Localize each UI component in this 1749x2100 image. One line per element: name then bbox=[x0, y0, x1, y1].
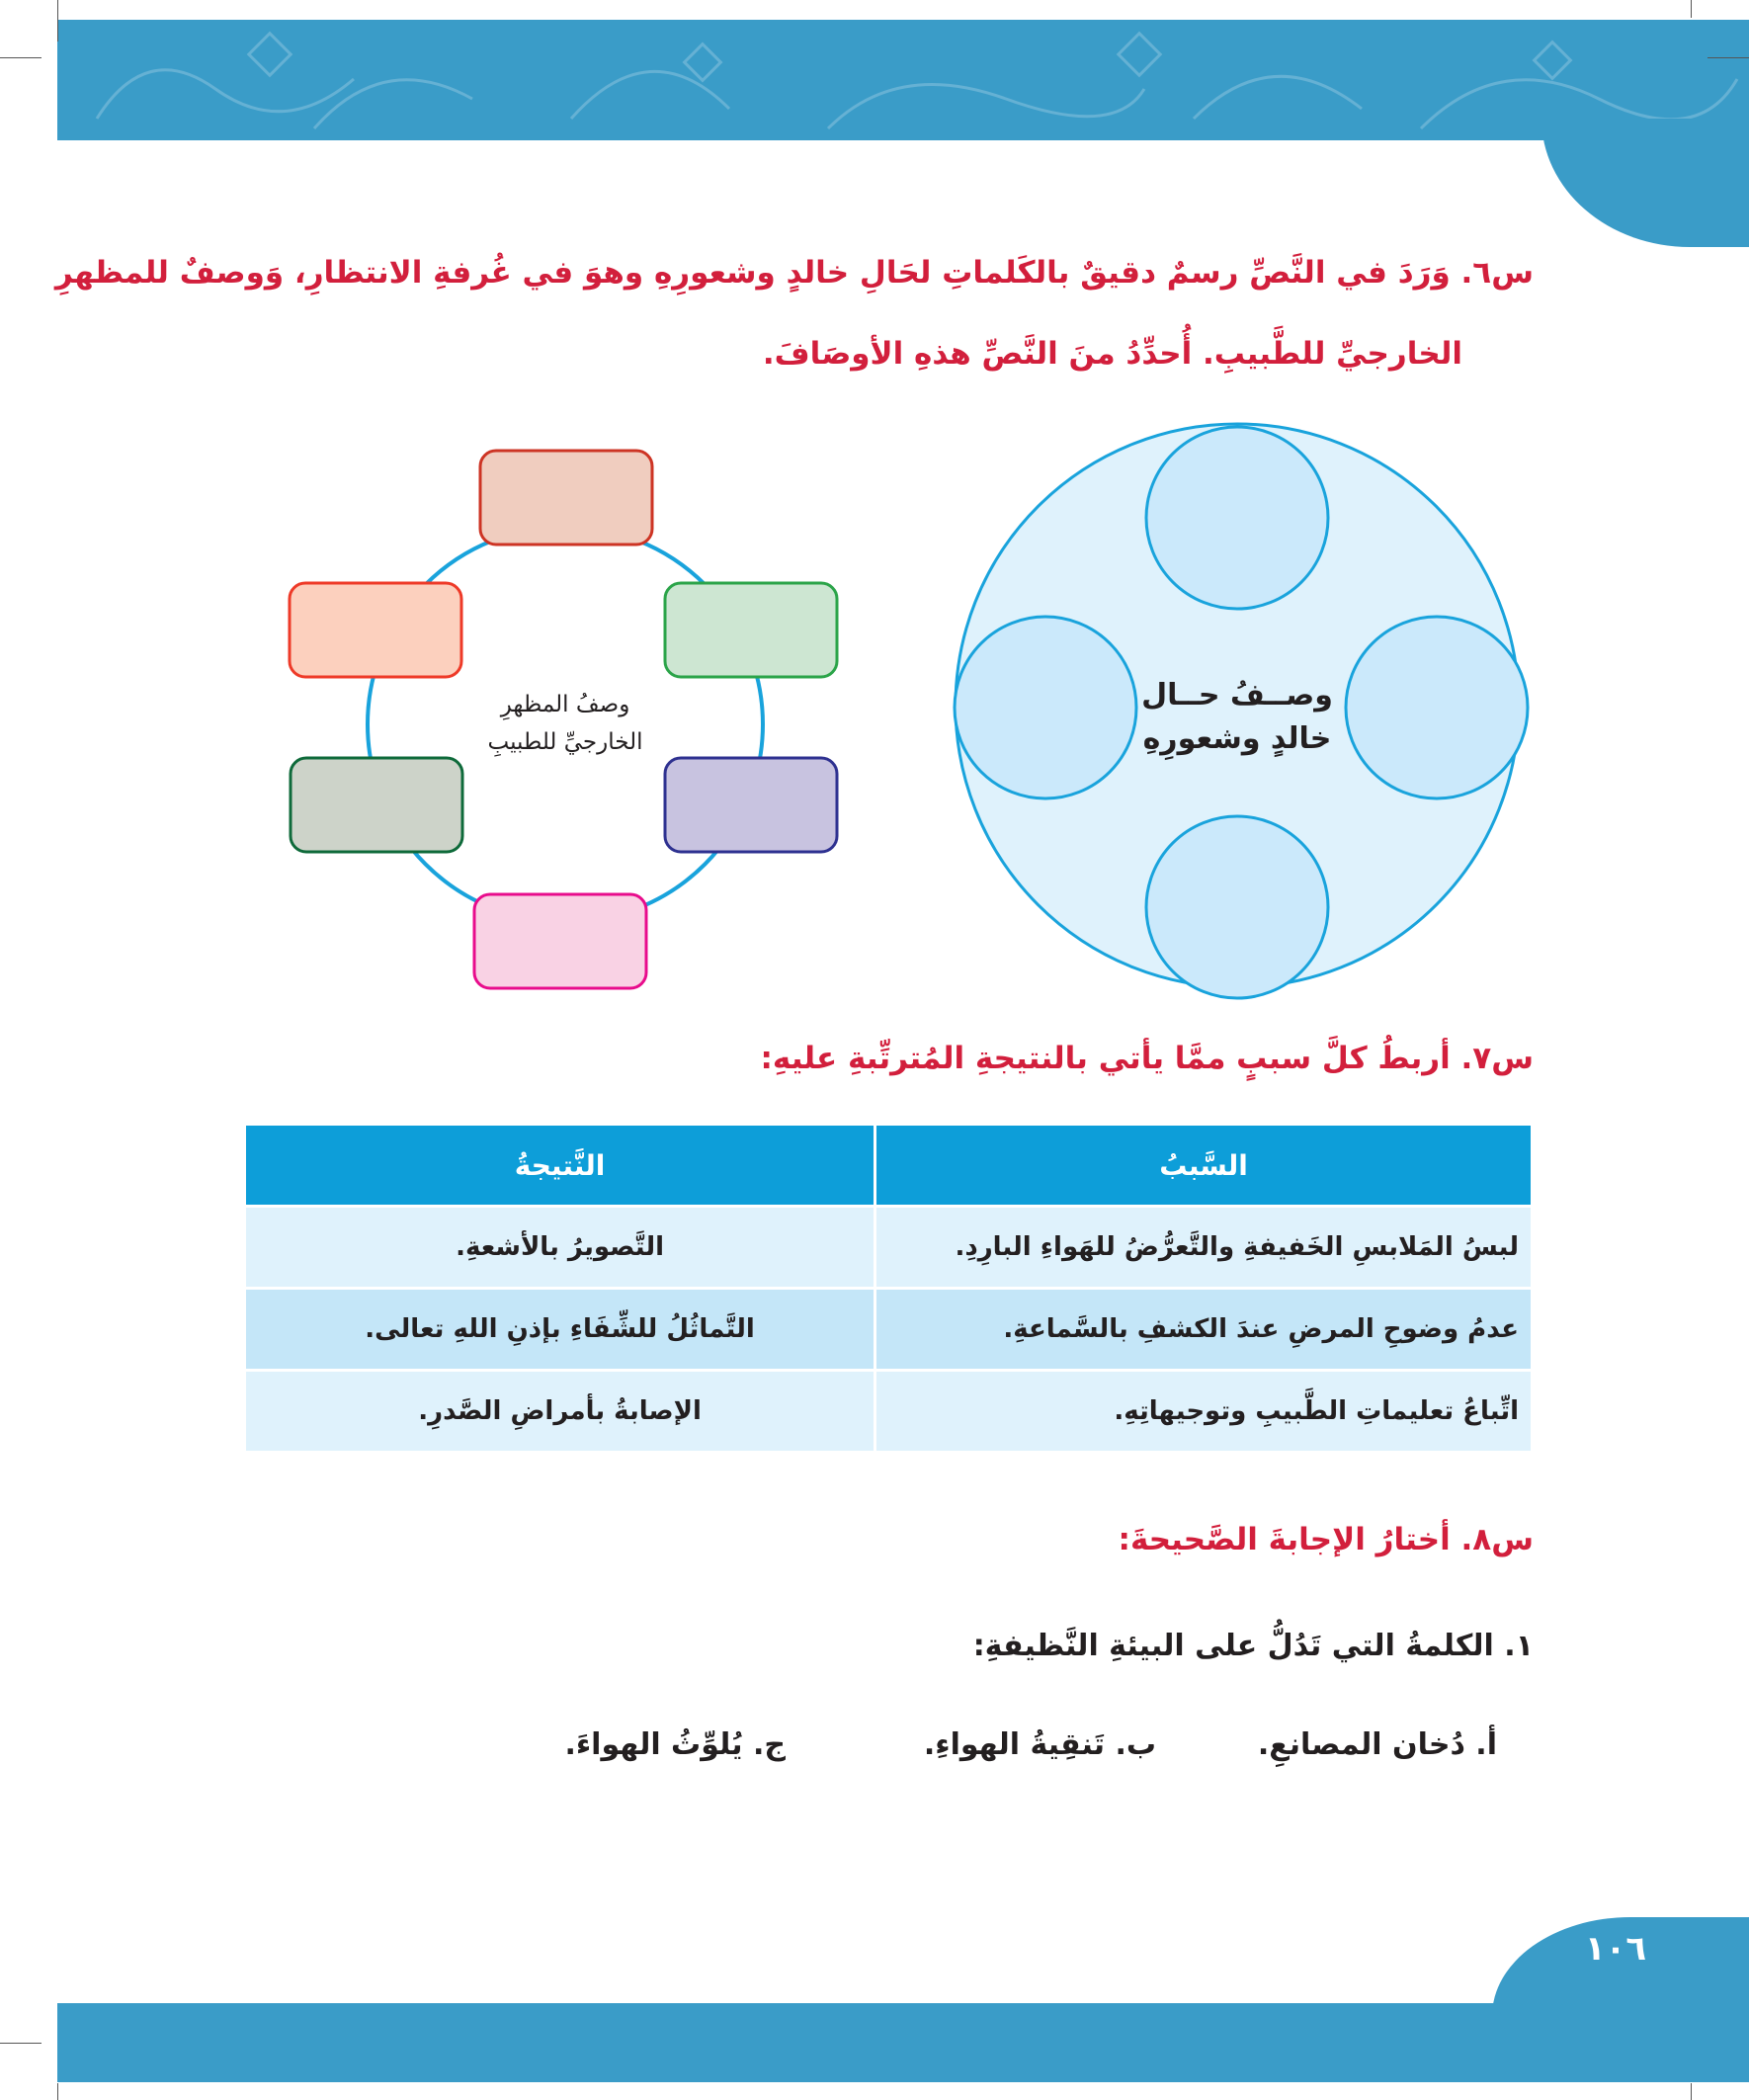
table-row bbox=[246, 1372, 1531, 1451]
table-header-row bbox=[246, 1126, 1531, 1205]
result-cell[interactable]: الإصابةُ بأمراضِ الصَّدرِ. bbox=[246, 1372, 874, 1451]
table-row bbox=[246, 1290, 1531, 1369]
cause-cell[interactable]: عدمُ وضوحِ المرضِ عندَ الكشفِ بالسَّماعةِ. bbox=[876, 1290, 1531, 1369]
doctor-box-upper-right[interactable] bbox=[665, 583, 837, 677]
table-row bbox=[246, 1208, 1531, 1287]
q8-title: س٨. أختارُ الإجابةَ الصَّحيحةَ: bbox=[1118, 1522, 1534, 1557]
option-b[interactable]: ب. تَنقِيةُ الهواءِ. bbox=[923, 1727, 1156, 1762]
option-a[interactable]: أ. دُخان المصانعِ. bbox=[1257, 1727, 1497, 1762]
q8-sub1: ١. الكلمةُ التي تَدُلُّ على البيئةِ النَّظيفةِ: bbox=[972, 1629, 1534, 1663]
khaled-center-label bbox=[1094, 674, 1380, 761]
q6-line1: س٦. وَرَدَ في النَّصِّ رسمٌ دقيقٌ بالكَلماتِ لحَالِ خالدٍ وشعورِهِ وهوَ في غُرفةِ الانتظارِ، وَوصفٌ للمظهرِ bbox=[54, 255, 1534, 291]
diagrams bbox=[0, 0, 1749, 1048]
page-number: ١٠٦ bbox=[1584, 1929, 1647, 1969]
crop-mark bbox=[0, 2043, 42, 2044]
header-result: النَّتيجةُ bbox=[246, 1126, 874, 1205]
bottom-banner bbox=[57, 2003, 1749, 2082]
doctor-box-upper-left[interactable] bbox=[290, 583, 461, 677]
header-cause: السَّببُ bbox=[876, 1126, 1531, 1205]
q6-line2: الخارجيِّ للطَّبيبِ. أُحدِّدُ منَ النَّصِّ هذهِ الأوصَافَ. bbox=[762, 336, 1462, 372]
q7-title: س٧. أربطُ كلَّ سببٍ ممَّا يأتي بالنتيجةِ المُترتِّبةِ عليهِ: bbox=[760, 1041, 1534, 1076]
khaled-bottom-circle[interactable] bbox=[1146, 816, 1328, 998]
doctor-box-top[interactable] bbox=[480, 451, 652, 545]
khaled-top-circle[interactable] bbox=[1146, 427, 1328, 609]
cause-cell[interactable]: اتِّباعُ تعليماتِ الطَّبيبِ وتوجيهاتِهِ. bbox=[876, 1372, 1531, 1451]
cause-result-table bbox=[243, 1123, 1534, 1454]
khaled-center-line1: وصــفُ حــال bbox=[1141, 678, 1333, 713]
crop-mark bbox=[57, 2083, 58, 2100]
doctor-center-line2: الخارجيِّ للطبيبِ bbox=[487, 729, 643, 755]
crop-mark bbox=[1691, 2083, 1692, 2100]
khaled-center-line2: خالدٍ وشعورِهِ bbox=[1142, 721, 1332, 756]
cause-cell[interactable]: لبسُ المَلابسِ الخَفيفةِ والتَّعرُّضُ للهَواءِ البارِدِ. bbox=[876, 1208, 1531, 1287]
result-cell[interactable]: التَّماثُلُ للشِّفَاءِ بإذنِ اللهِ تعالى. bbox=[246, 1290, 874, 1369]
doctor-center-line1: وصفُ المظهرِ bbox=[500, 692, 630, 717]
doctor-box-lower-left[interactable] bbox=[291, 758, 462, 852]
option-c[interactable]: ج. يُلوِّثُ الهواءَ. bbox=[564, 1727, 786, 1762]
doctor-box-lower-right[interactable] bbox=[665, 758, 837, 852]
doctor-box-bottom[interactable] bbox=[474, 894, 646, 988]
result-cell[interactable]: التَّصويرُ بالأشعةِ. bbox=[246, 1208, 874, 1287]
doctor-center-label bbox=[427, 686, 704, 761]
